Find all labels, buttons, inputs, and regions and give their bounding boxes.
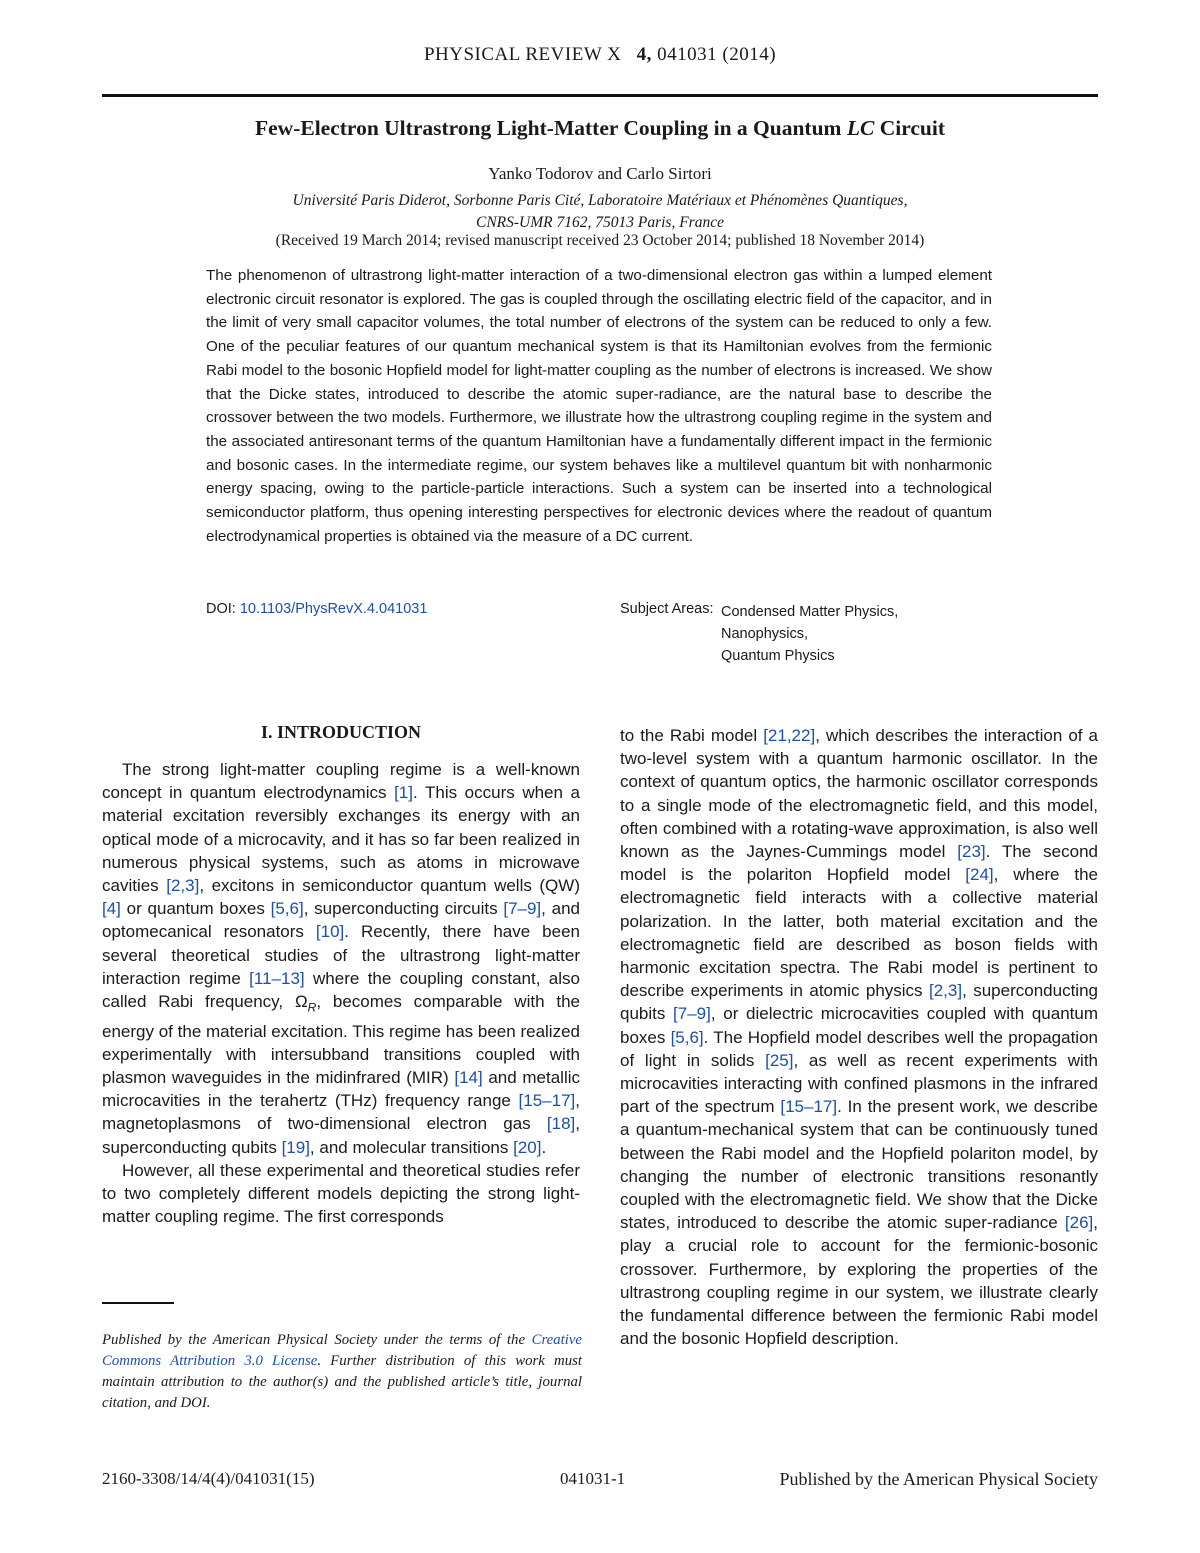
citation-link[interactable]: [21,22] [763, 726, 816, 745]
title-lc: LC [846, 116, 875, 140]
citation-link[interactable]: [19] [281, 1137, 310, 1157]
citation-link[interactable]: [24] [965, 865, 994, 885]
citation-link[interactable]: [2,3] [166, 876, 200, 896]
section-heading-introduction: I. INTRODUCTION [260, 722, 422, 742]
citation-link[interactable]: [7–9] [503, 899, 542, 919]
citation-link[interactable]: [15–17] [780, 1097, 838, 1117]
citation-link[interactable]: [26] [1064, 1213, 1094, 1233]
doi-link[interactable]: 10.1103/PhysRevX.4.041031 [239, 601, 428, 617]
received-dates: (Received 19 March 2014; revised manuscript received 23 October 2014; published 18 November 2014) [275, 232, 925, 249]
right-column [620, 724, 1098, 1350]
intro-paragraph-2: However, all these experimental and theoretical studies refer to two completely different models depicting the strong light-matter coupling regime. The first corresponds [102, 1160, 580, 1227]
citation-link[interactable]: [14] [454, 1068, 483, 1088]
citation-link[interactable]: [20] [513, 1137, 542, 1157]
subject-areas-list [721, 601, 898, 667]
citation-link[interactable]: [10] [315, 922, 345, 942]
paper-title: Few-Electron Ultrastrong Light-Matter Coupling in a Quantum LC Circuit [255, 116, 945, 140]
footer-page-number: 041031-1 [560, 1469, 626, 1488]
citation-link[interactable]: [2,3] [928, 981, 963, 1001]
citation-link[interactable]: [25] [765, 1050, 794, 1070]
doi-label: DOI: [206, 601, 236, 617]
subject-item: Condensed Matter Physics, [721, 604, 899, 620]
left-column [102, 758, 580, 1228]
citation-link[interactable]: [11–13] [249, 968, 305, 988]
citation-link[interactable]: [7–9] [673, 1004, 711, 1024]
affiliation [102, 190, 1098, 234]
subject-item: Quantum Physics [721, 648, 835, 664]
header-rule [102, 94, 1098, 97]
affiliation-line-2: CNRS-UMR 7162, 75013 Paris, France [476, 214, 724, 231]
citation-link[interactable]: [18] [546, 1114, 576, 1134]
footnote-rule [102, 1302, 174, 1304]
citation-link[interactable]: [15–17] [518, 1091, 576, 1111]
intro-paragraph-1: The strong light-matter coupling regime is a well-known concept in quantum electrodynamics [1]. This occurs when a material excitation reversibly exchanges its energy with an optical mode of a microcavity, and it has so far been realized in numerous physical systems, such as atoms in microwave cavities [2,3], excitons in semiconductor quantum wells (QW) [4] or quantum boxes [5,6], superconducting circuits [7–9], and optomecanical resonators [10]. Recently, there have been several theoretical studies of the ultrastrong light-matter interaction regime [11–13] where the coupling constant, also called Rabi frequency, $\Omega_R$, becomes comparable with the energy of the material excitation. This regime has been realized experimentally with intersubband transitions coupled with plasmon waveguides in the midinfrared (MIR) [14] and metallic microcavities in the terahertz (THz) frequency range [15–17], magnetoplasmons of two-dimensional electron gas [18], superconducting qubits [19], and molecular transitions [20]. [102, 760, 581, 1157]
license-link[interactable]: Creative Commons Attribution 3.0 License [102, 1332, 582, 1369]
citation-link[interactable]: [23] [957, 842, 986, 862]
article-number-year: 041031 (2014) [657, 44, 777, 65]
subject-item: Nanophysics, [721, 626, 809, 642]
citation-link[interactable]: [5,6] [670, 1027, 704, 1047]
intro-paragraph-3: to the Rabi model [21,22], which describes the interaction of a two-level system with a quantum harmonic oscillator. In the context of quantum optics, the harmonic oscillator corresponds to a single mode of the electromagnetic field, and this model, often combined with a rotating-wave approximation, is also well known as the Jaynes-Cummings model [23]. The second model is the polariton Hopfield model [24], where the electromagnetic field interacts with a collective material polarization. In the latter, both material excitation and the electromagnetic field are described as boson fields with harmonic excitation spectra. The Rabi model is pertinent to describe experiments in atomic physics [2,3], superconducting qubits [7–9], or dielectric microcavities coupled with quantum boxes [5,6]. The Hopfield model describes well the propagation of light in solids [25], as well as recent experiments with microcavities interacting with confined plasmons in the infrared part of the spectrum [15–17]. In the present work, we describe a quantum-mechanical system that can be continuously tuned between the Rabi model and the Hopfield polariton model, by changing the number of electronic transitions resonantly coupled with the electromagnetic field. We show that the Dicke states, introduced to describe the atomic super-radiance [26], play a crucial role to account for the fermionic-bosonic crossover. Furthermore, by exploring the properties of the ultrastrong coupling regime in our system, we illustrate clearly the fundamental difference between the fermionic Rabi model and the bosonic Hopfield description. [620, 726, 1099, 1349]
journal-volume: 4, [636, 44, 652, 65]
license-footnote: Published by the American Physical Society under the terms of the Creative Commons Attribution 3.0 License. Further distribution of this work must maintain attribution to the author(s) and the published article’s title, journal citation, and DOI. [102, 1332, 582, 1411]
citation-link[interactable]: [5,6] [270, 899, 304, 919]
journal-header [0, 44, 1200, 66]
doi-line [206, 601, 427, 617]
rabi-subscript: R [307, 1000, 317, 1015]
affiliation-line-1: Université Paris Diderot, Sorbonne Paris Cité, Laboratoire Matériaux et Phénomènes Quantiques, [292, 192, 908, 209]
footer-issn: 2160-3308/14/4(4)/041031(15) [102, 1469, 315, 1488]
citation-link[interactable]: [1] [394, 783, 413, 803]
abstract: The phenomenon of ultrastrong light-matter interaction of a two-dimensional electron gas within a lumped element electronic circuit resonator is explored. The gas is coupled through the oscillating electric field of the capacitor, and in the limit of very small capacitor volumes, the total number of electrons of the system can be reduced to only a few. One of the peculiar features of our quantum mechanical system is that its Hamiltonian evolves from the fermionic Rabi model to the bosonic Hopfield model for light-matter coupling as the number of electrons is increased. We show that the Dicke states, introduced to describe the atomic super-radiance, are the natural base to describe the crossover between the two models. Furthermore, we illustrate how the ultrastrong coupling regime in the system and the associated antiresonant terms of the quantum Hamiltonian have a fundamentally different impact in the fermionic and bosonic cases. In the intermediate regime, our system behaves like a multilevel quantum bit with nonharmonic energy spacing, owing to the particle-particle interactions. Such a system can be inserted into a technological semiconductor platform, thus opening interesting perspectives for electronic devices where the readout of quantum electrodynamical properties is obtained via the measure of a DC current. [206, 267, 992, 545]
subject-areas-label: Subject Areas: [620, 601, 714, 617]
citation-link[interactable]: [4] [102, 899, 121, 919]
authors: Yanko Todorov and Carlo Sirtori [488, 164, 712, 183]
footer-publisher: Published by the American Physical Society [779, 1469, 1098, 1489]
journal-name: PHYSICAL REVIEW X [423, 44, 622, 65]
